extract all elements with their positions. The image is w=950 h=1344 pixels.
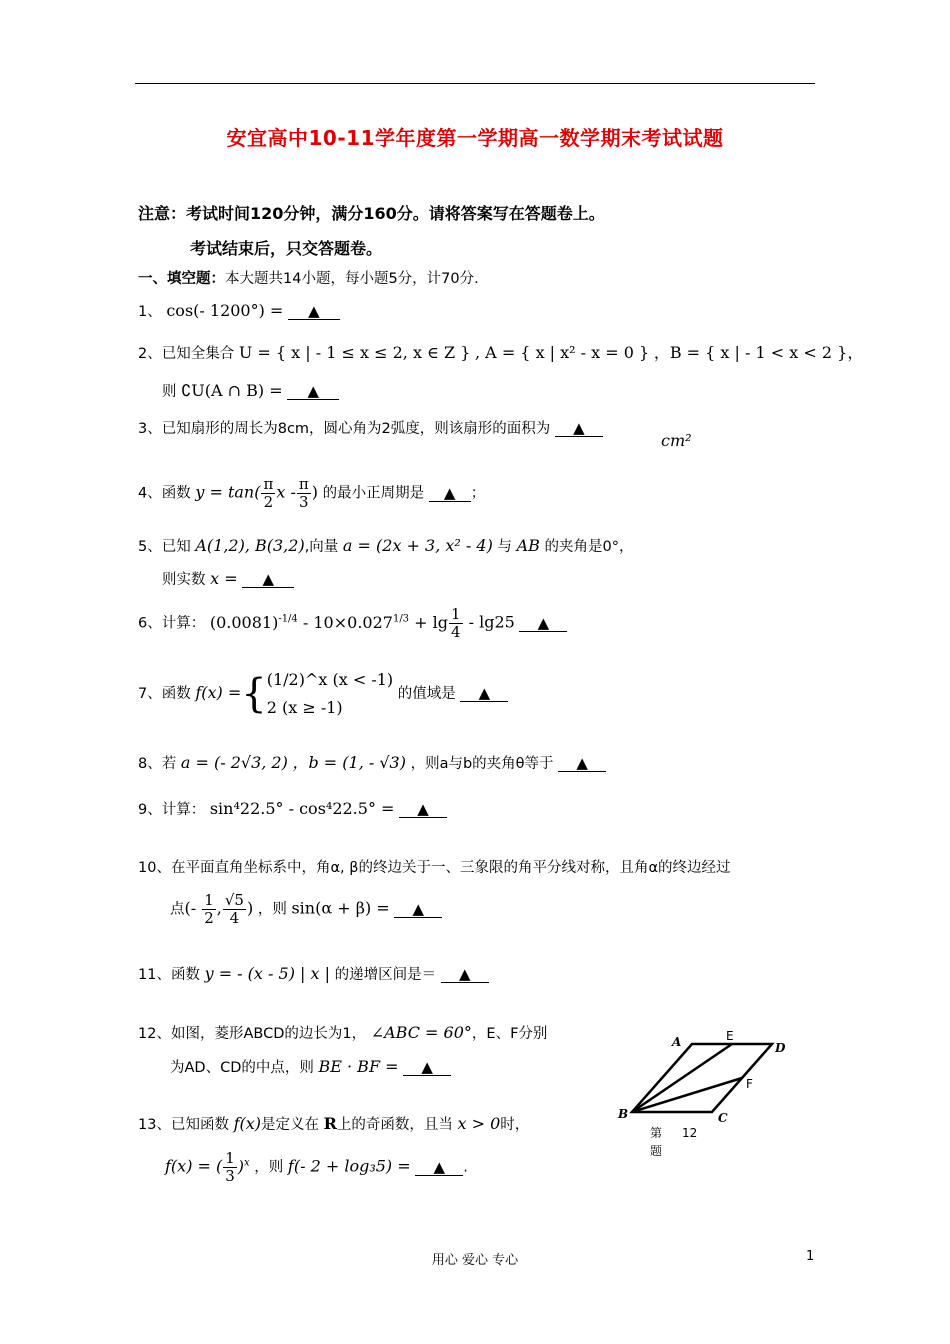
q4-answer-blank[interactable]: ▲ [429, 485, 471, 502]
q4-frac-2: $\frac{\pi}{3}$ [298, 475, 309, 511]
q6-expr: $(0.0081)^{-1/4} - 10\times 0.027^{1/3} + \lg$ [209, 612, 448, 632]
label-f: F [746, 1077, 753, 1091]
question-9 [138, 798, 447, 819]
q5-answer-blank[interactable]: ▲ [242, 571, 294, 588]
q10-frac-x: $\frac{1}{2}$ [204, 891, 214, 927]
q5-text: 已知 [161, 539, 191, 555]
q6-answer-blank[interactable]: ▲ [519, 615, 567, 632]
q13-text: 已知函数 [170, 1117, 229, 1133]
q2-answer-blank[interactable]: ▲ [287, 383, 339, 400]
q7-piecewise [267, 666, 393, 722]
q6-text: 计算： [161, 615, 206, 632]
q8-answer-blank[interactable]: ▲ [558, 755, 606, 772]
q12-tail: ，E、F分别 [471, 1026, 548, 1042]
q2-a-set: , A = { x | x² - x = 0 } [475, 343, 650, 362]
label-d: D [775, 1041, 786, 1055]
q5-x-eq: x = [210, 569, 238, 588]
caption-part-2: 12 [682, 1126, 698, 1140]
q5-then: 则实数 [162, 572, 206, 588]
q7-number: 7、 [138, 686, 162, 702]
q11-tail: 的递增区间是＝ [334, 967, 437, 983]
q7-text: 函数 [161, 686, 191, 702]
q13-answer-blank[interactable]: ▲ [415, 1159, 463, 1176]
q9-text: 计算： [161, 802, 206, 818]
q13-end: . [463, 1159, 468, 1176]
question-13-line-2: f(x) = ( $\frac{1}{3}$ )$^x$ ，则 f(- 2 + log₃5) = ▲ . [165, 1149, 468, 1185]
q8-tail: ，则a与b的夹角θ等于 [410, 756, 554, 772]
q10-answer-blank[interactable]: ▲ [394, 901, 442, 918]
caption-part-3: 题 [650, 1144, 663, 1158]
question-5 [138, 535, 633, 556]
label-a: A [672, 1035, 682, 1049]
section-heading [138, 267, 479, 288]
q5-number: 5、 [138, 539, 162, 555]
q7-fx: f(x) = [195, 683, 242, 702]
q12-angle: ∠ABC = 60° [370, 1023, 472, 1042]
q9-expr: sin⁴22.5° - cos⁴22.5° = [209, 799, 395, 818]
exam-title: 安宜高中10-11学年度第一学期高一数学期末考试试题 [226, 126, 724, 150]
q12-number: 12、 [138, 1026, 171, 1042]
q10-then: ，则 [257, 901, 287, 918]
q13-number: 13、 [138, 1117, 171, 1133]
q2-u-set: U = { x | - 1 ≤ x ≤ 2, x ∈ Z } [238, 343, 471, 362]
question-4: 4、函数 y = tan( $\frac{\pi}{2}$ x - $\frac{\pi}{3}$ ) 的最小正周期是 ▲ ； [138, 475, 486, 511]
notice-line-2: 考试结束后，只交答题卷。 [190, 239, 383, 258]
question-2 [138, 340, 863, 363]
q8-number: 8、 [138, 756, 162, 772]
q12-expr: BE · BF = [318, 1057, 399, 1076]
q8-text: 若 [161, 756, 177, 772]
q3-answer-blank[interactable]: ▲ [555, 420, 603, 437]
rhombus-figure [612, 1022, 800, 1167]
q5-points: A(1,2), B(3,2) [195, 536, 305, 555]
question-13 [138, 1113, 529, 1134]
q11-number: 11、 [138, 967, 171, 983]
question-10-line-2: 点(- $\frac{1}{2}$ , $\frac{√5}{4}$ ) ，则 sin(α + β) = ▲ [170, 892, 442, 927]
q13-fx: f(x) [233, 1114, 261, 1133]
q13-real-set: R [323, 1114, 337, 1133]
q1-expr: cos(- 1200°) = [166, 301, 284, 320]
q6-number: 6、 [138, 615, 162, 632]
q4-frac-1: $\frac{\pi}{2}$ [263, 475, 274, 511]
question-11 [138, 963, 489, 984]
page-number: 1 [806, 1249, 815, 1264]
question-1 [138, 300, 340, 321]
q5-vector-a: a = (2x + 3, x² - 4) [342, 536, 493, 555]
q9-answer-blank[interactable]: ▲ [399, 801, 447, 818]
q5-mid: ,向量 [304, 539, 339, 555]
q13-tail: 时， [500, 1117, 530, 1133]
q5-with: 与 [497, 539, 512, 555]
q5-vector-ab: AB [516, 536, 540, 555]
label-b: B [618, 1107, 629, 1121]
q3-number: 3、 [138, 421, 162, 437]
q7-case-2: 2 (x ≥ -1) [266, 698, 343, 717]
question-10 [138, 856, 731, 877]
q8-vector-a: a = (- 2√3, 2) [180, 753, 288, 772]
question-3 [138, 417, 603, 438]
q13-frac: $\frac{1}{3}$ [225, 1149, 235, 1185]
section-desc: 本大题共14小题，每小题5分，计70分. [225, 271, 479, 287]
header-rule [135, 83, 815, 84]
q12-answer-blank[interactable]: ▲ [403, 1059, 451, 1076]
q2-then: 则 [162, 384, 177, 400]
notice-line-1: 注意：考试时间120分钟，满分160分。请将答案写在答题卷上。 [138, 204, 605, 223]
q7-brace: { [241, 671, 267, 717]
q11-answer-blank[interactable]: ▲ [441, 966, 489, 983]
q10-text: 在平面直角坐标系中，角α, β的终边关于一、三象限的角平分线对称，且角α的终边经过 [170, 860, 731, 876]
q7-tail: 的值域是 [397, 686, 456, 702]
q3-unit: cm² [661, 431, 692, 450]
label-c: C [718, 1111, 728, 1125]
q5-tail: 的夹角是0°， [544, 539, 634, 555]
q13-mid: 是定义在 [261, 1117, 319, 1133]
q13-then: ，则 [254, 1159, 284, 1176]
q9-number: 9、 [138, 802, 162, 818]
question-12 [138, 1022, 547, 1043]
question-8 [138, 750, 606, 773]
q8-vector-b: ，b = (1, - √3) [292, 753, 406, 772]
q3-text: 已知扇形的周长为8cm，圆心角为2弧度，则该扇形的面积为 [161, 421, 551, 437]
q2-complement-expr: ∁U(A ∩ B) = [181, 381, 283, 400]
q13-mid-2: 上的奇函数，且当 [336, 1117, 453, 1133]
q4-text: 函数 [161, 485, 191, 502]
q4-tail: 的最小正周期是 [322, 485, 425, 502]
question-7 [138, 666, 508, 722]
q7-case-1: (1/2)^x (x < -1) [266, 670, 394, 689]
q7-answer-blank[interactable]: ▲ [460, 685, 508, 702]
label-e: E [726, 1029, 734, 1043]
q2-number: 2、 [138, 346, 162, 362]
q1-number: 1、 [138, 304, 162, 320]
q13-ask: f(- 2 + log₃5) = [287, 1156, 411, 1176]
question-6: 6、计算： $(0.0081)^{-1/4} - 10\times 0.027^{1/3} + \lg$ $\frac{1}{4}$ - lg25 ▲ [138, 606, 567, 641]
q11-text: 函数 [170, 967, 200, 983]
section-title: 一、填空题： [138, 271, 225, 287]
q12-text: 如图，菱形ABCD的边长为1， [170, 1026, 367, 1042]
q6-frac: $\frac{1}{4}$ [450, 605, 461, 641]
footer-text: 用心 爱心 专心 [431, 1253, 519, 1268]
q11-expr: y = - (x - 5) | x | [204, 964, 330, 983]
q10-frac-y: $\frac{√5}{4}$ [224, 891, 244, 927]
q13-condition: x > 0 [457, 1114, 501, 1133]
q1-answer-blank[interactable]: ▲ [288, 303, 340, 320]
q10-number: 10、 [138, 860, 171, 876]
question-2-line-2 [162, 380, 339, 401]
q4-number: 4、 [138, 485, 162, 502]
q12-line-2: 为AD、CD的中点，则 [170, 1060, 314, 1076]
q2-text: 已知全集合 [161, 346, 235, 362]
question-12-line-2 [170, 1056, 451, 1077]
q10-point-label: 点 [170, 901, 185, 918]
q4-expr: y = tan( [195, 482, 261, 502]
question-5-line-2 [162, 568, 294, 589]
q10-expr: sin(α + β) = [291, 898, 390, 918]
q2-b-set: ，B = { x | - 1 < x < 2 }， [653, 343, 864, 362]
q4-end: ； [470, 485, 486, 502]
caption-part-1: 第 [650, 1126, 663, 1140]
